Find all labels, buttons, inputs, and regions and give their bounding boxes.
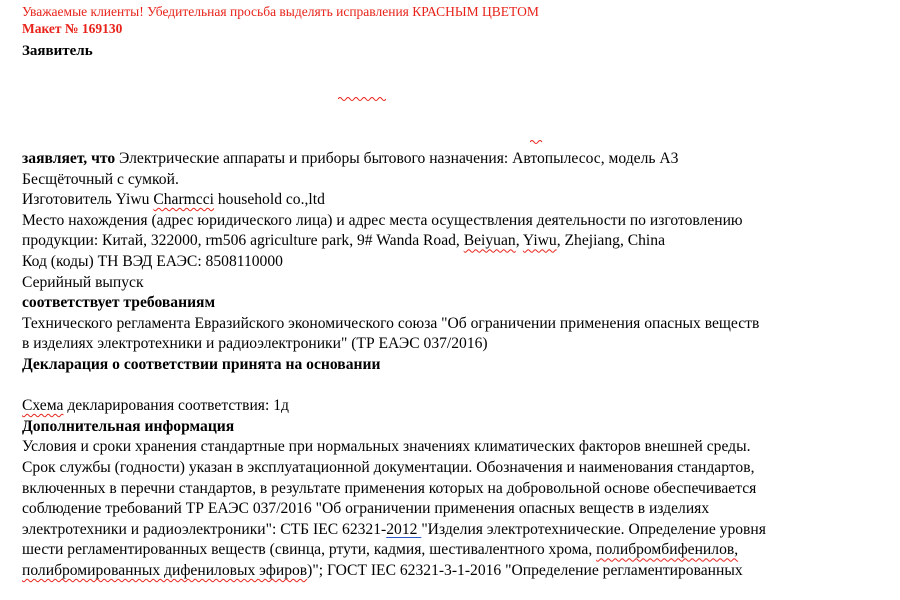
address-line-2 <box>22 231 882 252</box>
info-line-1: Условия и сроки хранения стандартные при нормальных значениях климатических факторов внешней среды. <box>22 438 751 456</box>
spellcheck-squiggle <box>338 96 386 102</box>
address-part-yiwu: Yiwu <box>522 232 557 250</box>
info-word-pbb: полибромбифенилов, <box>596 541 739 559</box>
address-part: , <box>515 232 523 250</box>
declaration-body <box>22 149 882 581</box>
info-line-5 <box>22 520 882 541</box>
scheme-word: Схема <box>22 397 64 415</box>
regulation-line-1: Технического регламента Евразийского экономического союза "Об ограничении применения опасных веществ <box>22 314 760 332</box>
conforms-heading: соответствует требованиям <box>22 294 216 312</box>
blank-line <box>22 376 882 397</box>
info-part: "Изделия электротехнические. Определение уровня <box>421 520 766 538</box>
info-line-4: соблюдение требований ТР ЕАЭС 037/2016 "Об ограничении применения опасных веществ в изделиях <box>22 500 710 518</box>
basis-heading: Декларация о соответствии принята на основании <box>22 355 381 373</box>
product-text: Электрические аппараты и приборы бытового назначения: Автопылесос, модель A3 <box>115 150 679 167</box>
address-part: , Zhejiang, China <box>556 232 665 250</box>
manufacturer-line <box>22 190 882 211</box>
address-line-1: Место нахождения (адрес юридического лица) и адрес места осуществления деятельности по изготовлению <box>22 211 743 229</box>
serial-release: Серийный выпуск <box>22 273 144 291</box>
address-part: продукции: Китай, 322000, rm506 agriculture park, 9# Wanda Road, <box>22 232 464 250</box>
info-word-pbde: полибромированных дифениловых эфиров <box>22 561 308 579</box>
info-year: 2012 <box>386 520 422 538</box>
info-line-7 <box>22 561 882 582</box>
applicant-heading: Заявитель <box>22 43 93 59</box>
tnved-code: Код (коды) ТН ВЭД ЕАЭС: 8508110000 <box>22 252 283 270</box>
declares-label: заявляет, что <box>22 150 116 167</box>
regulation-line-2: в изделиях электротехники и радиоэлектроники" (ТР ЕАЭС 037/2016) <box>22 335 488 353</box>
scheme-line <box>22 396 882 417</box>
product-line-cont: Бесщёточный с сумкой. <box>22 170 179 188</box>
correction-notice: Уважаемые клиенты! Убедительная просьба выделять исправления КРАСНЫМ ЦВЕТОМ <box>22 4 539 19</box>
manufacturer-prefix: Изготовитель Yiwu <box>22 191 154 209</box>
additional-heading: Дополнительная информация <box>22 417 235 435</box>
info-line-6 <box>22 540 882 561</box>
info-part: )"; ГОСТ IEC 62321-3-1-2016 "Определение регламентированных <box>307 561 743 579</box>
maket-number: Макет № 169130 <box>22 21 123 36</box>
manufacturer-suffix: household co.,ltd <box>213 191 325 209</box>
spellcheck-squiggle-small <box>530 139 544 145</box>
info-part: электротехники и радиоэлектроники": СТБ IEC 62321- <box>22 520 387 538</box>
info-line-2: Срок службы (годности) указан в эксплуатационной документации. Обозначения и наименования стандартов, <box>22 458 755 476</box>
manufacturer-name: Charmcci <box>153 191 214 209</box>
info-line-3: включенных в перечни стандартов, в результате применения которых на добровольной основе обеспечивается <box>22 479 757 497</box>
product-line <box>22 149 882 170</box>
address-part-beiyuan: Beiyuan <box>463 232 516 250</box>
info-part: шести регламентированных веществ (свинца, ртути, кадмия, шестивалентного хрома, <box>22 541 597 559</box>
scheme-text: декларирования соответствия: 1д <box>63 397 289 415</box>
